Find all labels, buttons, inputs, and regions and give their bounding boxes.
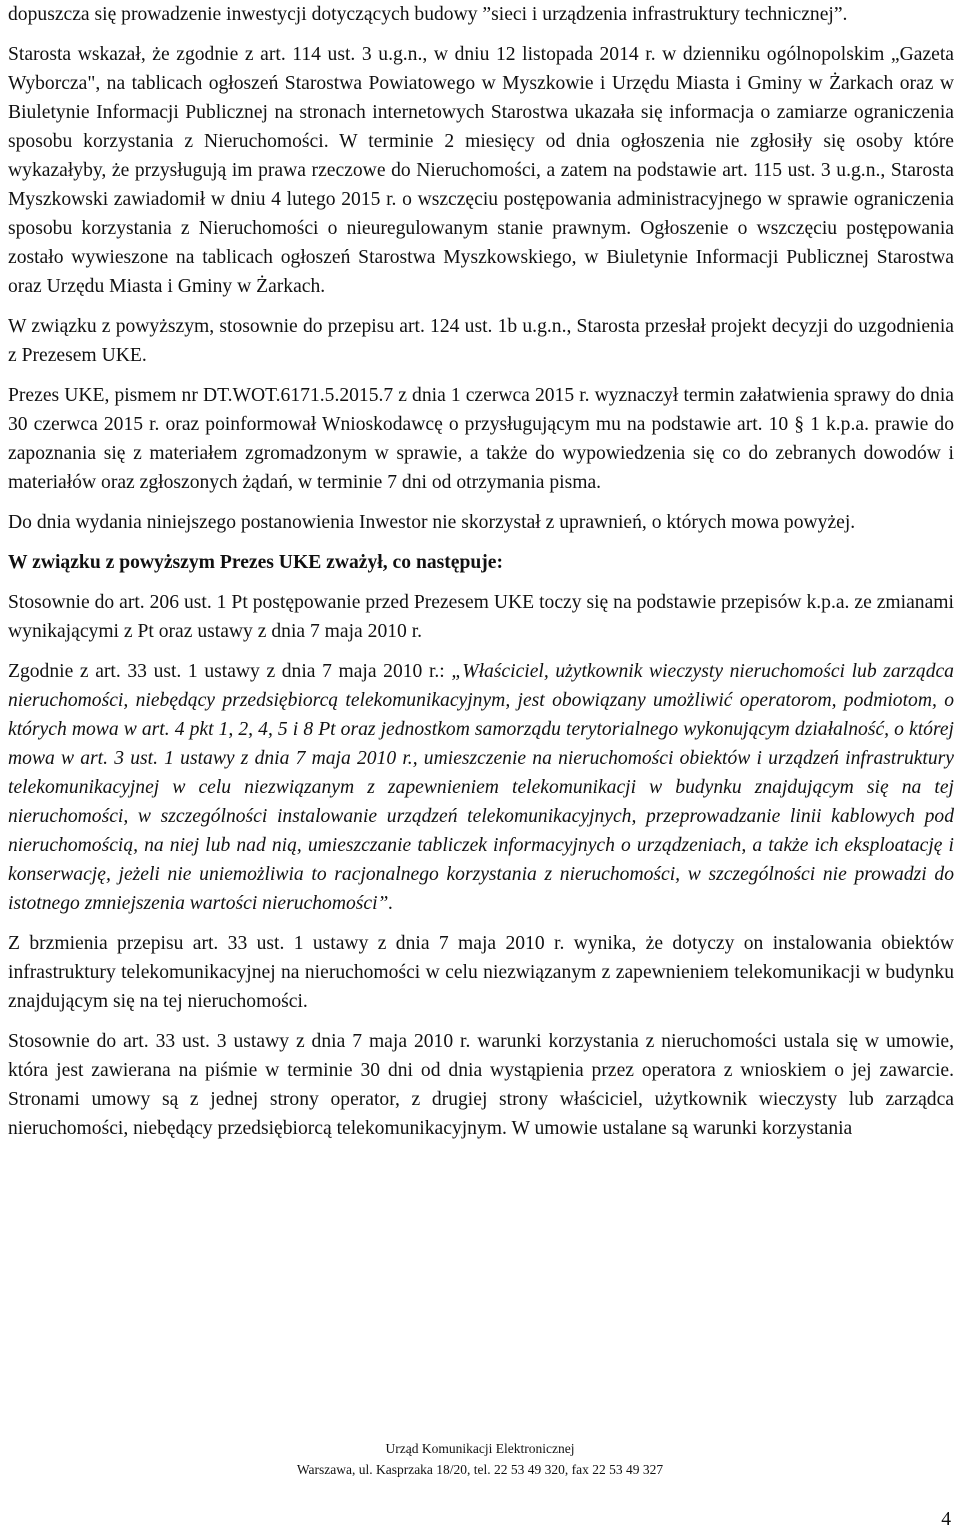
page-number: 4: [941, 1509, 951, 1530]
paragraph-draft-decision: W związku z powyższym, stosownie do przepisu art. 124 ust. 1b u.g.n., Starosta przesłał projekt decyzji do uzgodnienia z Prezesem UKE.: [8, 316, 954, 366]
art33-lead: Zgodnie z art. 33 ust. 1 ustawy z dnia 7 maja 2010 r.:: [8, 661, 452, 682]
document-page: [8, 0, 954, 1143]
section-heading: W związku z powyższym Prezes UKE zważył, co następuje:: [8, 552, 504, 573]
paragraph-investment-scope: dopuszcza się prowadzenie inwestycji dotyczących budowy ”sieci i urządzenia infrastruktury technicznej”.: [8, 4, 848, 25]
paragraph-starosta-notice: Starosta wskazał, że zgodnie z art. 114 ust. 3 u.g.n., w dniu 12 listopada 2014 r. w dzienniku ogólnopolskim „Gazeta Wyborcza", na tablicach ogłoszeń Starostwa Powiatowego w Myszkowie i Urzędu Miasta i Gminy w Żarkach oraz w Biuletynie Informacji Publicznej na stronach internetowych Starostwa ukazała się informacja o zamiarze ograniczenia sposobu korzystania z Nieruchomości. W terminie 2 miesięcy od dnia ogłoszenia nie zgłosiły się osoby które wykazałyby, że przysługują im prawa rzeczowe do Nieruchomości, a zatem na podstawie art. 115 ust. 3 u.g.n., Starosta Myszkowski zawiadomił w dniu 4 lutego 2015 r. o wszczęciu postępowania administracyjnego w sprawie ograniczenia sposobu korzystania z Nieruchomości o nieuregulowanym stanie prawnym. Ogłoszenie o wszczęciu postępowania zostało wywieszone na tablicach ogłoszeń Starostwa Myszkowskiego, w Biuletynie Informacji Publicznej Starostwa oraz Urzędu Miasta i Gminy w Żarkach.: [8, 44, 954, 297]
footer-office-address: Warszawa, ul. Kasprzaka 18/20, tel. 22 53 49 320, fax 22 53 49 327: [296, 1462, 664, 1477]
footer-office-name: Urząd Komunikacji Elektronicznej: [385, 1441, 575, 1456]
paragraph-art33-interpretation: Z brzmienia przepisu art. 33 ust. 1 ustawy z dnia 7 maja 2010 r. wynika, że dotyczy on instalowania obiektów infrastruktury telekomunikacyjnej na nieruchomości w celu niezwiązanym z zapewnieniem telekomunikacji w budynku znajdującym się na tej nieruchomości.: [8, 933, 954, 1012]
paragraph-uke-deadline: Prezes UKE, pismem nr DT.WOT.6171.5.2015.7 z dnia 1 czerwca 2015 r. wyznaczył termin załatwienia sprawy do dnia 30 czerwca 2015 r. oraz poinformował Wnioskodawcę o przysługującym mu na podstawie art. 10 § 1 k.p.a. prawie do zapoznania się z materiałem zgromadzonym w sprawie, a także do wypowiedzenia się co do zebranych dowodów i materiałów oraz zgłoszonych żądań, w terminie 7 dni od otrzymania pisma.: [8, 385, 954, 493]
art33-quote-text: „Właściciel, użytkownik wieczysty nieruchomości lub zarządca nieruchomości, niebędący przedsiębiorcą telekomunikacyjnym, jest obowiązany umożliwić operatorom, podmiotom, o których mowa w art. 4 pkt 1, 2, 4, 5 i 8 Pt oraz jednostkom samorządu terytorialnego wykonującym działalność, o której mowa w art. 3 ust. 1 ustawy z dnia 7 maja 2010 r., umieszczenie na nieruchomości obiektów i urządzeń infrastruktury telekomunikacyjnej w celu niezwiązanym z zapewnieniem telekomunikacji w budynku znajdującym się na tej nieruchomości, w szczególności instalowanie urządzeń telekomunikacyjnych, przeprowadzanie linii kablowych pod nieruchomością, na niej lub nad nią, umieszczanie tabliczek informacyjnych o urządzeniach, a także ich eksploatację i konserwację, jeżeli nie uniemożliwia to racjonalnego korzystania z nieruchomości, w szczególności nie prowadzi do istotnego zmniejszenia wartości nieruchomości”.: [8, 661, 954, 914]
paragraph-art33-contract: Stosownie do art. 33 ust. 3 ustawy z dnia 7 maja 2010 r. warunki korzystania z nieruchomości ustala się w umowie, która jest zawierana na piśmie w terminie 30 dni od dnia wystąpienia przez operatora z wnioskiem o jej zawarcie. Stronami umowy są z jednej strony operator, z drugiej strony właściciel, użytkownik wieczysty lub zarządca nieruchomości, niebędący przedsiębiorcą telekomunikacyjnym. W umowie ustalane są warunki korzystania: [8, 1031, 954, 1139]
paragraph-investor-rights: Do dnia wydania niniejszego postanowienia Inwestor nie skorzystał z uprawnień, o których mowa powyżej.: [8, 512, 856, 533]
paragraph-art33-quote: [8, 657, 954, 918]
paragraph-procedure-basis: Stosownie do art. 206 ust. 1 Pt postępowanie przed Prezesem UKE toczy się na podstawie przepisów k.p.a. ze zmianami wynikającymi z Pt oraz ustawy z dnia 7 maja 2010 r.: [8, 592, 954, 642]
